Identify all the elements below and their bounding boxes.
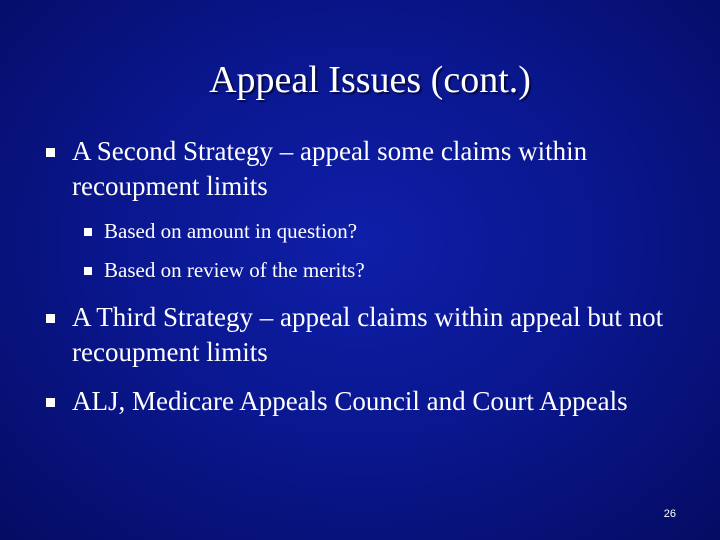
square-bullet-icon <box>46 148 55 157</box>
sub-bullet-text: Based on amount in question? <box>104 219 358 243</box>
square-bullet-icon <box>84 267 92 275</box>
bullet-item-alj-appeals <box>72 384 632 419</box>
bullet-text: ALJ, Medicare Appeals Council and Court Appeals <box>72 386 628 416</box>
bullet-text: A Second Strategy – appeal some claims within recoupment limits <box>72 136 588 201</box>
bullet-item-third-strategy <box>72 300 672 370</box>
bullet-text: A Third Strategy – appeal claims within appeal but not recoupment limits <box>72 302 664 367</box>
square-bullet-icon <box>46 398 55 407</box>
page-number: 26 <box>663 508 676 520</box>
sub-bullet-text: Based on review of the merits? <box>104 258 365 282</box>
bullet-item-second-strategy <box>72 134 672 204</box>
square-bullet-icon <box>46 314 55 323</box>
slide-title: Appeal Issues (cont.) <box>209 59 531 101</box>
sub-bullet-review-of-merits <box>104 257 664 284</box>
sub-bullet-amount-in-question <box>104 218 664 245</box>
square-bullet-icon <box>84 228 92 236</box>
